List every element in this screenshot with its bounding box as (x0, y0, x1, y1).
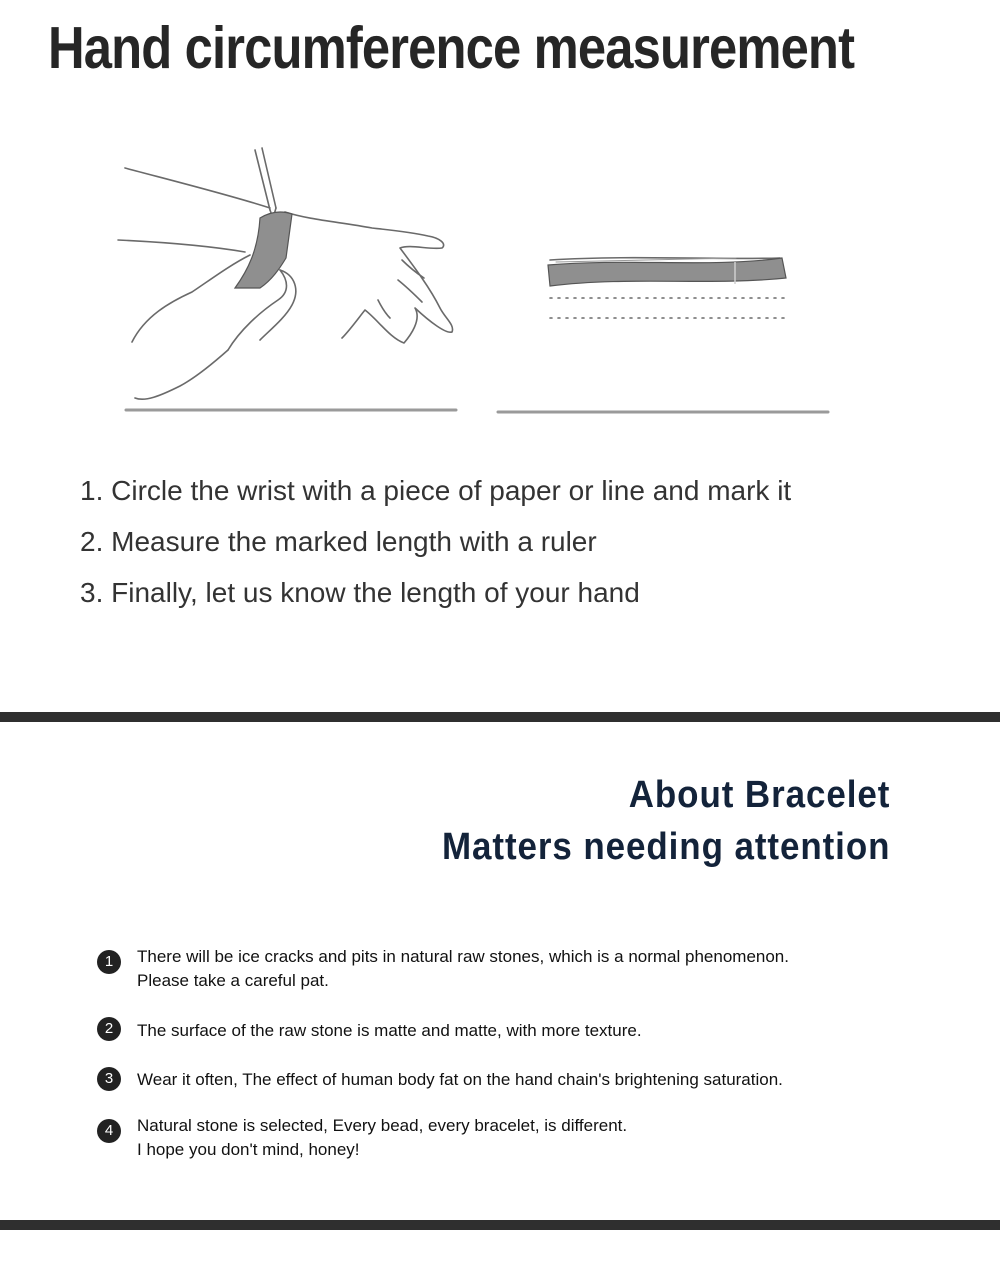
section-divider (0, 1220, 1000, 1230)
page-title: Hand circumference measurement (48, 15, 855, 81)
note-text: Natural stone is selected, Every bead, every bracelet, is different. I hope you don't mind, honey! (137, 1116, 628, 1159)
measurement-steps (80, 470, 791, 623)
number-badge: 3 (97, 1067, 121, 1091)
number-badge: 4 (97, 1119, 121, 1143)
number-badge: 1 (97, 950, 121, 974)
list-item (97, 1114, 627, 1162)
note-text: The surface of the raw stone is matte and matte, with more texture. (137, 1021, 642, 1040)
number-badge: 2 (97, 1017, 121, 1041)
step-1: 1. Circle the wrist with a piece of paper or line and mark it (80, 475, 792, 506)
attention-heading: Matters needing attention (441, 826, 890, 868)
step-2: 2. Measure the marked length with a ruler (80, 526, 597, 557)
attention-list (97, 945, 897, 1159)
note-text: There will be ice cracks and pits in natural raw stones, which is a normal phenomenon. Please take a careful pat. (137, 947, 789, 990)
list-item (97, 1068, 783, 1092)
step-3: 3. Finally, let us know the length of your hand (80, 577, 640, 608)
wrist-measuring-illustration (110, 140, 840, 430)
about-heading: About Bracelet (628, 774, 890, 816)
note-text: Wear it often, The effect of human body fat on the hand chain's brightening saturation. (137, 1070, 783, 1089)
section-divider (0, 712, 1000, 722)
list-item (97, 945, 897, 993)
list-item (97, 1019, 642, 1043)
